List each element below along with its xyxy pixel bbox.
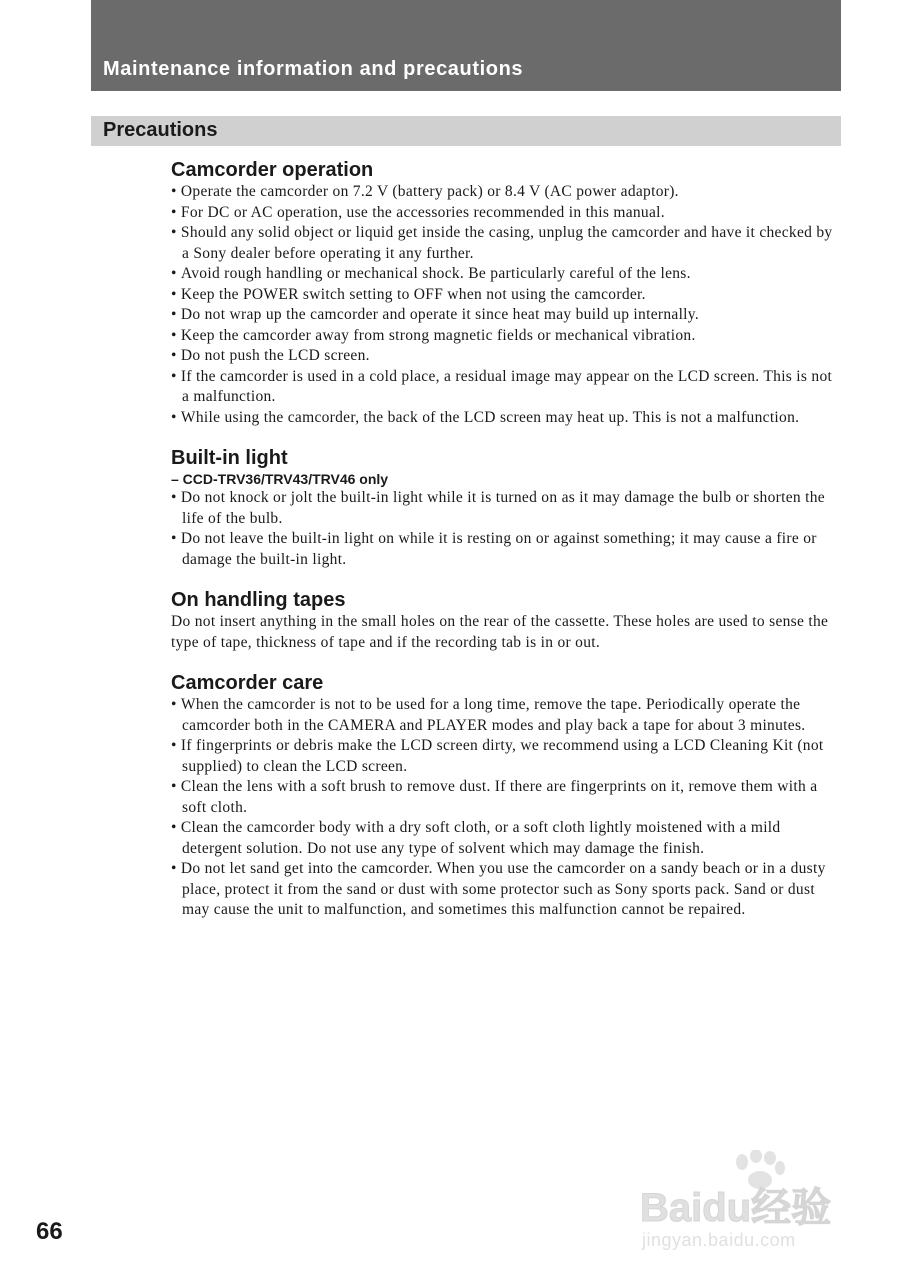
- list-item: • Do not leave the built-in light on while it is resting on or against something; it may cause a fire or damage the built-in light.: [171, 529, 843, 570]
- built-in-light-heading: Built-in light: [171, 447, 288, 469]
- watermark-url: jingyan.baidu.com: [642, 1230, 796, 1250]
- list-item: • Keep the camcorder away from strong magnetic fields or mechanical vibration.: [171, 326, 843, 347]
- list-item: • Avoid rough handling or mechanical shock. Be particularly careful of the lens.: [171, 264, 843, 285]
- list-item: • When the camcorder is not to be used for a long time, remove the tape. Periodically operate the camcorder both in the CAMERA and PLAYER modes and play back a tape for about 3 minutes.: [171, 695, 843, 736]
- list-item: • Do not let sand get into the camcorder. When you use the camcorder on a sandy beach or in a dusty place, protect it from the sand or dust with some protector such as Sony sports pack. Sand or dust may cause the unit to malfunction, and sometimes this malfunction cannot be repaired.: [171, 859, 843, 921]
- handling-tapes-heading: On handling tapes: [171, 589, 346, 611]
- section-bar: [91, 116, 841, 146]
- built-in-light-section: [171, 446, 843, 570]
- list-item: • Do not push the LCD screen.: [171, 346, 843, 367]
- section-title: Precautions: [103, 119, 218, 141]
- list-item: • While using the camcorder, the back of the LCD screen may heat up. This is not a malfunction.: [171, 408, 843, 429]
- list-item: • Operate the camcorder on 7.2 V (battery pack) or 8.4 V (AC power adaptor).: [171, 182, 843, 203]
- list-item: • If fingerprints or debris make the LCD screen dirty, we recommend using a LCD Cleaning Kit (not supplied) to clean the LCD screen.: [171, 736, 843, 777]
- camcorder-operation-list: [171, 182, 843, 428]
- page-number: 66: [36, 1218, 63, 1245]
- camcorder-care-section: [171, 671, 843, 921]
- list-item: • Do not wrap up the camcorder and operate it since heat may build up internally.: [171, 305, 843, 326]
- built-in-light-list: [171, 488, 843, 570]
- model-note: – CCD-TRV36/TRV43/TRV46 only: [171, 471, 389, 487]
- list-item: • Should any solid object or liquid get inside the casing, unplug the camcorder and have it checked by a Sony dealer before operating it any further.: [171, 223, 843, 264]
- content: [171, 158, 843, 939]
- camcorder-care-list: [171, 695, 843, 921]
- page-title: Maintenance information and precautions: [103, 58, 524, 80]
- watermark: [640, 1150, 850, 1270]
- list-item: • Keep the POWER switch setting to OFF when not using the camcorder.: [171, 285, 843, 306]
- list-item: • Do not knock or jolt the built-in light while it is turned on as it may damage the bulb or shorten the life of the bulb.: [171, 488, 843, 529]
- camcorder-operation-heading: Camcorder operation: [171, 159, 374, 181]
- list-item: • Clean the camcorder body with a dry soft cloth, or a soft cloth lightly moistened with a mild detergent solution. Do not use any type of solvent which may damage the finish.: [171, 818, 843, 859]
- list-item: • Clean the lens with a soft brush to remove dust. If there are fingerprints on it, remove them with a soft cloth.: [171, 777, 843, 818]
- handling-tapes-text: Do not insert anything in the small holes on the rear of the cassette. These holes are used to sense the type of tape, thickness of tape and if the recording tab is in or out.: [171, 613, 829, 651]
- list-item: • For DC or AC operation, use the accessories recommended in this manual.: [171, 203, 843, 224]
- list-item: • If the camcorder is used in a cold place, a residual image may appear on the LCD screen. This is not a malfunction.: [171, 367, 843, 408]
- camcorder-care-heading: Camcorder care: [171, 672, 324, 694]
- camcorder-operation-section: [171, 158, 843, 428]
- header-bar: [91, 0, 841, 91]
- handling-tapes-section: [171, 588, 843, 653]
- watermark-brand: Baidu经验: [640, 1186, 832, 1230]
